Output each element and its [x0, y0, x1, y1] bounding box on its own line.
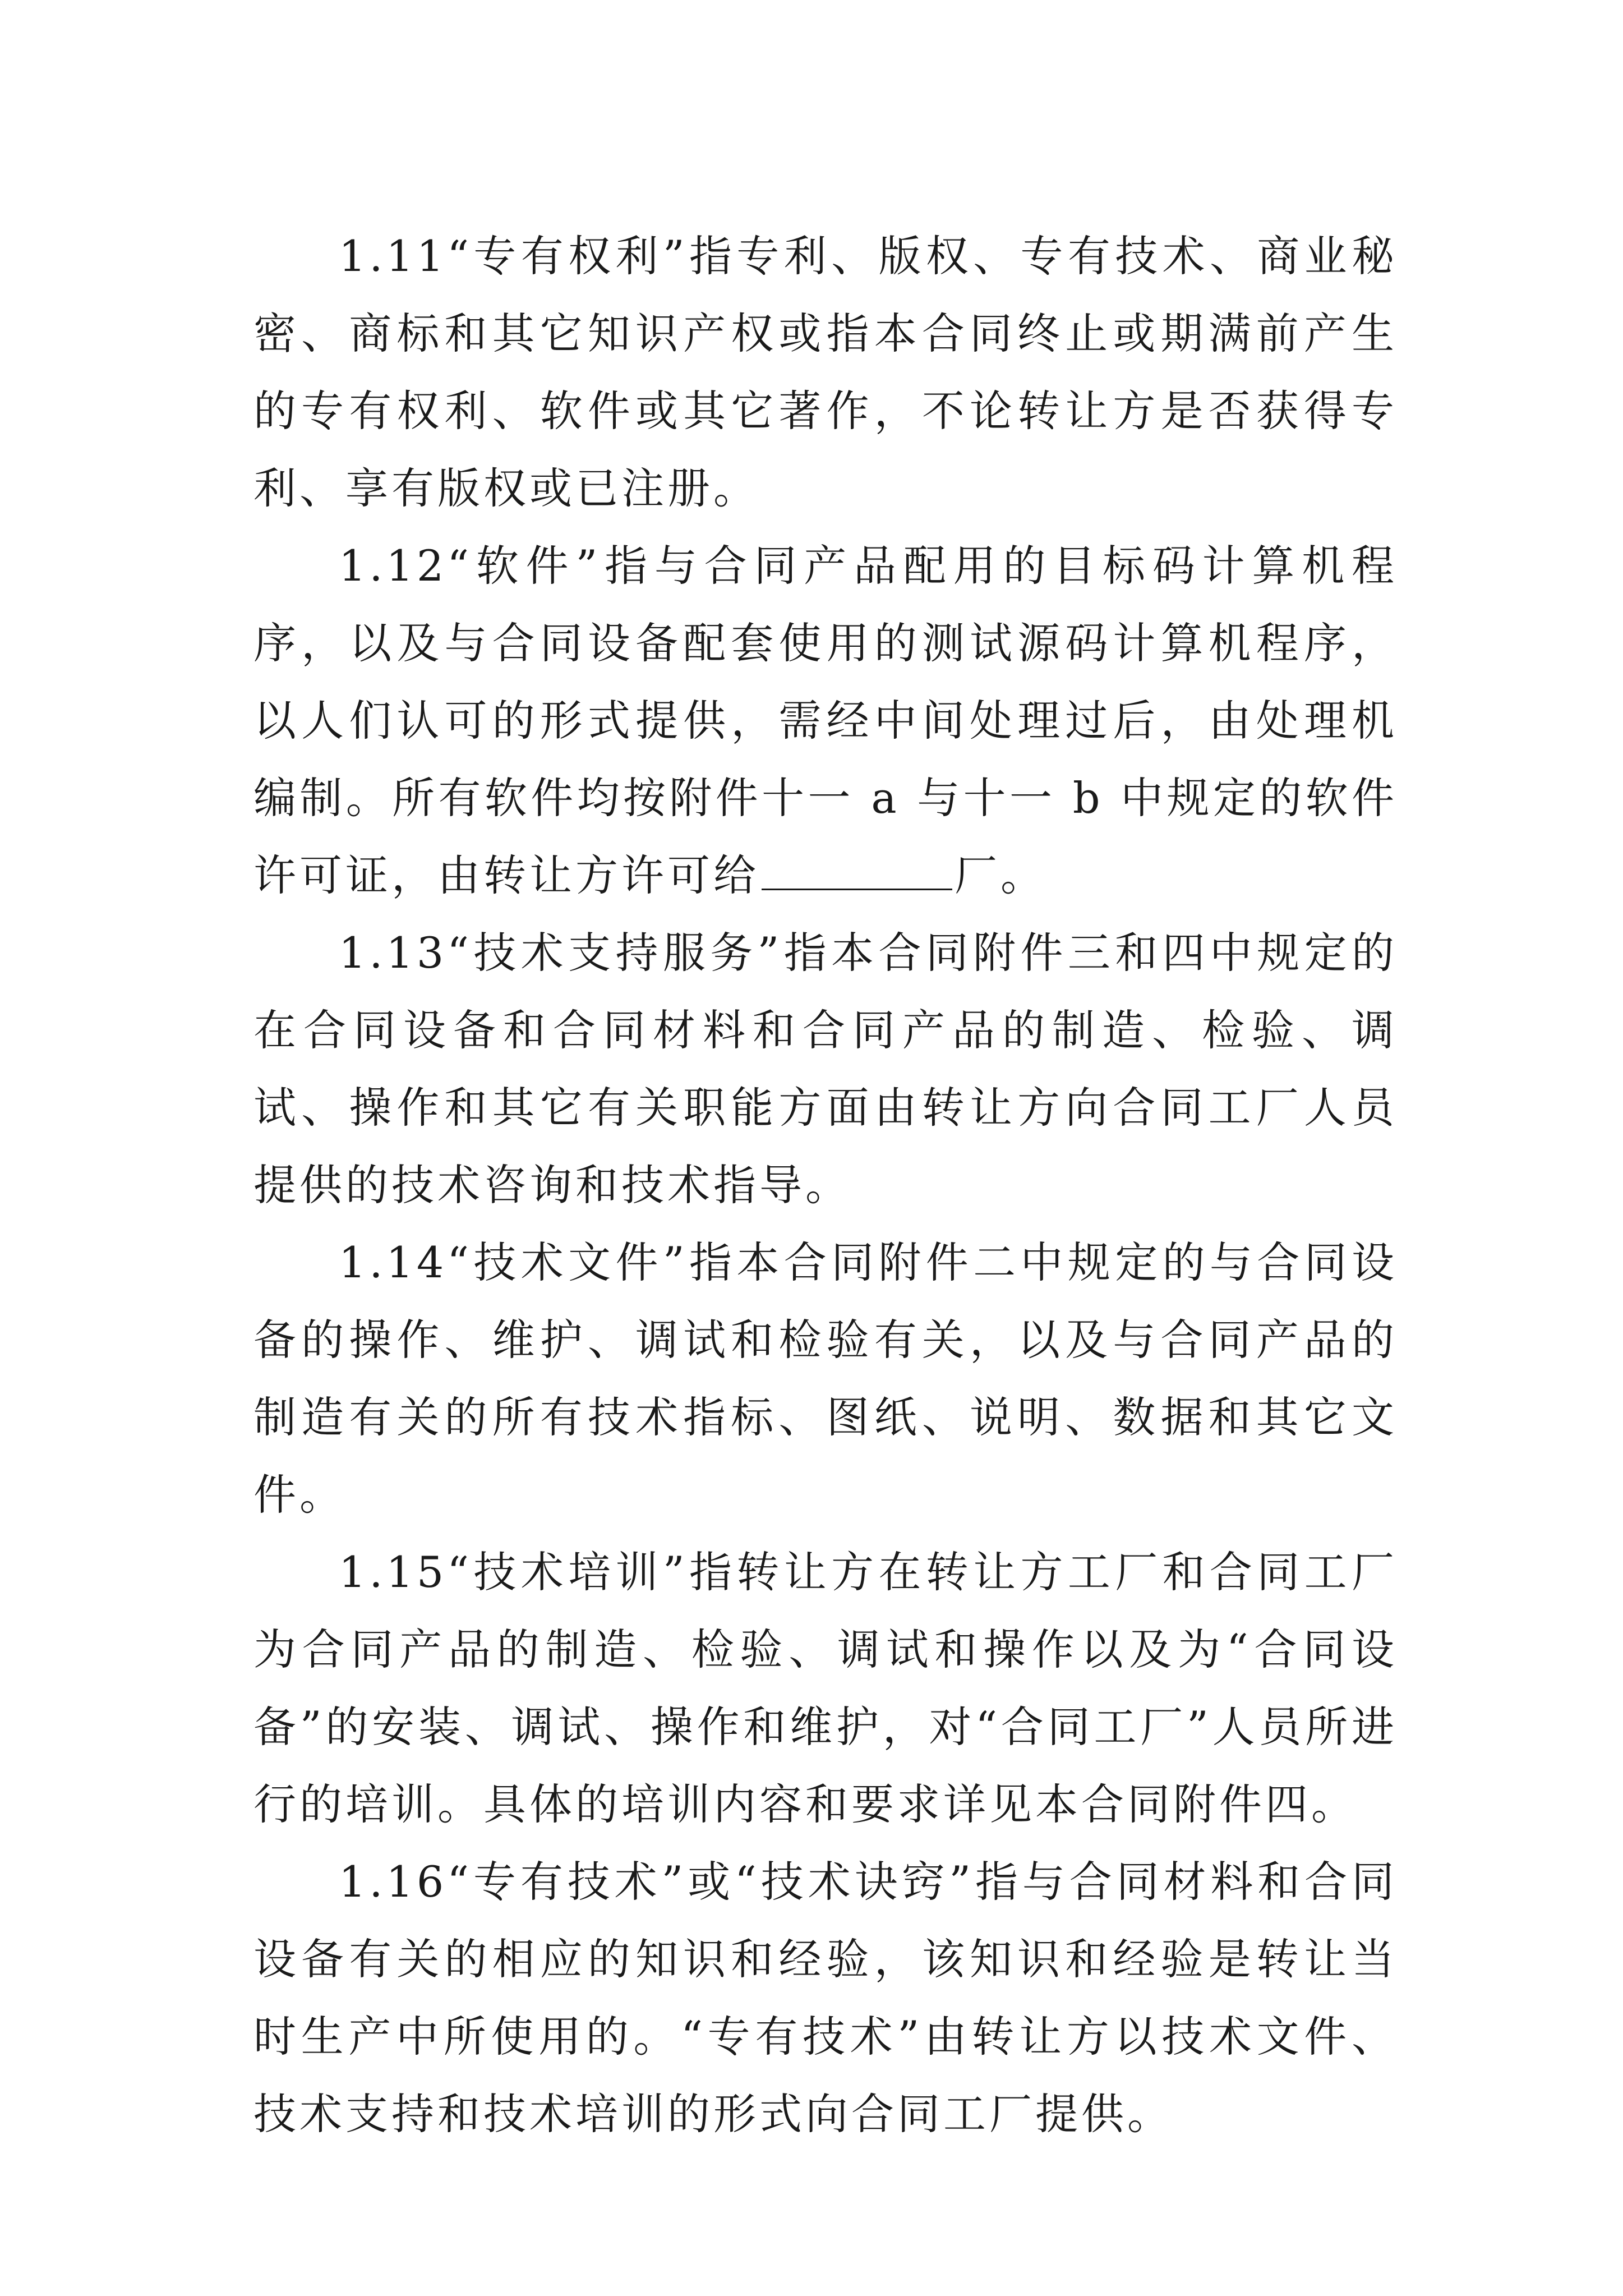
clause-1-13: 1.13“技术支持服务”指本合同附件三和四中规定的在合同设备和合同材料和合同产品的制造、检验、调试、操作和其它有关职能方面由转让方向合同工厂人员提供的技术咨询和技术指导。 [253, 928, 1398, 1210]
clause-1-11: 1.11“专有权利”指专利、版权、专有技术、商业秘密、商标和其它知识产权或指本合同终止或期满前产生的专有权利、软件或其它著作，不论转让方是否获得专利、享有版权或已注册。 [253, 231, 1398, 513]
clause-1-12-text: 1.12“软件”指与合同产品配用的目标码计算机程序，以及与合同设备配套使用的测试源码计算机程序，以人们认可的形式提供，需经中间处理过后，由处理机编制。所有软件均按附件十一 a 与十一 b 中规定的软件许可证，由转让方许可给 [253, 541, 1398, 900]
document-body [253, 218, 1398, 2153]
fill-in-blank [762, 849, 952, 890]
clause-1-14: 1.14“技术文件”指本合同附件二中规定的与合同设备的操作、维护、调试和检验有关，以及与合同产品的制造有关的所有技术指标、图纸、说明、数据和其它文件。 [253, 1237, 1398, 1520]
clause-1-12 [253, 527, 1398, 914]
clause-1-12-tail: 厂。 [955, 850, 1046, 900]
clause-1-16: 1.16“专有技术”或“技术诀窍”指与合同材料和合同设备有关的相应的知识和经验，该知识和经验是转让当时生产中所使用的。“专有技术”由转让方以技术文件、技术支持和技术培训的形式向合同工厂提供。 [253, 1857, 1398, 2139]
clause-1-15: 1.15“技术培训”指转让方在转让方工厂和合同工厂为合同产品的制造、检验、调试和操作以及为“合同设备”的安装、调试、操作和维护，对“合同工厂”人员所进行的培训。具体的培训内容和要求详见本合同附件四。 [253, 1547, 1398, 1829]
